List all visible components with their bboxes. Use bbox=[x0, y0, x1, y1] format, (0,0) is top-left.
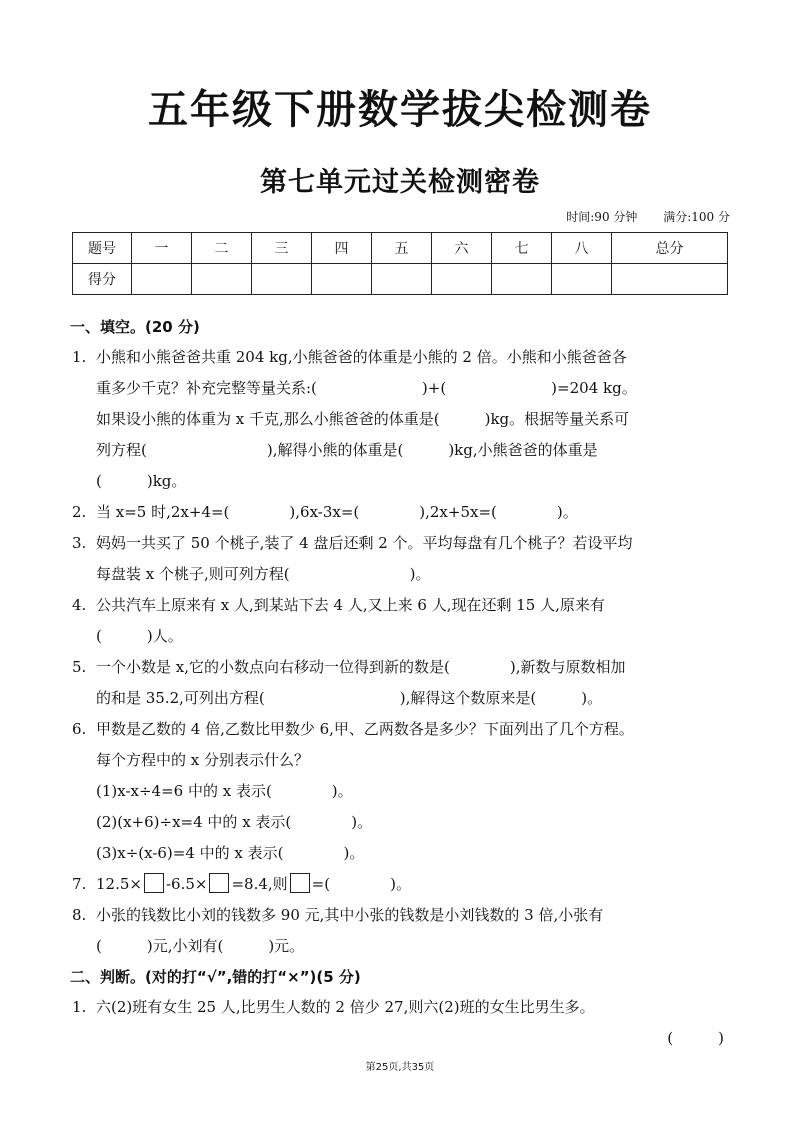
question-1-5 bbox=[72, 652, 732, 714]
question-1-1 bbox=[72, 342, 732, 497]
question-line[interactable]: 每盘装 x 个桃子,则可列方程( )。 bbox=[96, 565, 431, 583]
question-number: 7. bbox=[72, 875, 87, 893]
score-input-cell[interactable] bbox=[432, 264, 492, 295]
score-input-cell[interactable] bbox=[192, 264, 252, 295]
score-table-cell: 总分 bbox=[612, 233, 728, 264]
score-input-cell[interactable] bbox=[312, 264, 372, 295]
question-1-4 bbox=[72, 590, 732, 652]
score-table bbox=[72, 232, 728, 295]
question-line[interactable]: 重多少千克？补充完整等量关系:( )+( )=204 kg。 bbox=[96, 379, 637, 397]
question-line[interactable]: ( )元,小刘有( )元。 bbox=[96, 937, 305, 955]
score-input-cell[interactable] bbox=[372, 264, 432, 295]
sub-question-line[interactable]: (3)x÷(x-6)=4 中的 x 表示( )。 bbox=[96, 844, 365, 862]
sub-question-line[interactable]: (2)(x+6)÷x=4 中的 x 表示( )。 bbox=[96, 813, 373, 831]
question-line[interactable]: ( )kg。 bbox=[96, 472, 187, 490]
equation-part: -6.5× bbox=[165, 875, 208, 893]
question-line[interactable]: 列方程( ),解得小熊的体重是( )kg,小熊爸爸的体重是 bbox=[96, 441, 598, 459]
question-number: 2. bbox=[72, 503, 87, 521]
section-judge-title: 二、判断。(对的打“√”,错的打“×”)(5 分) bbox=[70, 968, 361, 986]
answer-blank[interactable]: ( ) bbox=[667, 1029, 724, 1047]
score-table-cell: 七 bbox=[492, 233, 552, 264]
blank-box[interactable] bbox=[144, 873, 164, 893]
score-table-cell: 题号 bbox=[73, 233, 132, 264]
question-line[interactable]: ( )人。 bbox=[96, 627, 183, 645]
time-limit: 时间:90 分钟 bbox=[566, 210, 638, 224]
question-1-8 bbox=[72, 900, 732, 962]
question-line[interactable]: 如果设小熊的体重为 x 千克,那么小熊爸爸的体重是( )kg。根据等量关系可 bbox=[96, 410, 630, 428]
question-1-7 bbox=[72, 869, 732, 900]
question-line: 公共汽车上原来有 x 人,到某站下去 4 人,又上来 6 人,现在还剩 15 人,原来有 bbox=[96, 596, 605, 614]
question-number: 4. bbox=[72, 596, 87, 614]
equation-part[interactable]: =( )。 bbox=[311, 875, 411, 893]
question-line[interactable]: 当 x=5 时,2x+4=( ),6x-3x=( ),2x+5x=( )。 bbox=[96, 503, 578, 521]
question-number: 6. bbox=[72, 720, 87, 738]
full-score: 满分:100 分 bbox=[663, 210, 730, 224]
score-input-cell[interactable] bbox=[552, 264, 612, 295]
score-input-cell[interactable] bbox=[252, 264, 312, 295]
score-input-cell[interactable] bbox=[132, 264, 192, 295]
question-line[interactable]: 的和是 35.2,可列出方程( ),解得这个数原来是( )。 bbox=[96, 689, 603, 707]
question-2-1 bbox=[72, 992, 732, 1054]
unit-subtitle: 第七单元过关检测密卷 bbox=[260, 167, 540, 198]
score-table-cell: 三 bbox=[252, 233, 312, 264]
question-number: 3. bbox=[72, 534, 87, 552]
score-table-cell: 五 bbox=[372, 233, 432, 264]
blank-box[interactable] bbox=[209, 873, 229, 893]
question-line: 小张的钱数比小刘的钱数多 90 元,其中小张的钱数是小刘钱数的 3 倍,小张有 bbox=[96, 906, 604, 924]
exam-meta bbox=[544, 208, 730, 225]
question-1-3 bbox=[72, 528, 732, 590]
question-line: 六(2)班有女生 25 人,比男生人数的 2 倍少 27,则六(2)班的女生比男生多。 bbox=[96, 998, 595, 1016]
question-line: 甲数是乙数的 4 倍,乙数比甲数少 6,甲、乙两数各是多少？下面列出了几个方程。 bbox=[96, 720, 634, 738]
score-table-header-row bbox=[73, 233, 728, 264]
question-number: 1. bbox=[72, 348, 87, 366]
blank-box[interactable] bbox=[290, 873, 310, 893]
score-table-cell: 八 bbox=[552, 233, 612, 264]
question-line: 妈妈一共买了 50 个桃子,装了 4 盘后还剩 2 个。平均每盘有几个桃子？若设平均 bbox=[96, 534, 633, 552]
section-fill-blank-title: 一、填空。(20 分) bbox=[70, 318, 200, 336]
score-table-cell: 四 bbox=[312, 233, 372, 264]
score-table-score-row bbox=[73, 264, 728, 295]
question-line: 小熊和小熊爸爸共重 204 kg,小熊爸爸的体重是小熊的 2 倍。小熊和小熊爸爸各 bbox=[96, 348, 627, 366]
question-number: 5. bbox=[72, 658, 87, 676]
sub-question-line[interactable]: (1)x-x÷4=6 中的 x 表示( )。 bbox=[96, 782, 353, 800]
question-line: 每个方程中的 x 分别表示什么？ bbox=[96, 751, 309, 769]
question-line[interactable]: 一个小数是 x,它的小数点向右移动一位得到新的数是( ),新数与原数相加 bbox=[96, 658, 626, 676]
exam-title: 五年级下册数学拔尖检测卷 bbox=[148, 87, 652, 133]
score-input-cell[interactable] bbox=[612, 264, 728, 295]
question-1-2 bbox=[72, 497, 732, 528]
score-row-label: 得分 bbox=[73, 264, 132, 295]
question-1-6 bbox=[72, 714, 732, 869]
question-number: 8. bbox=[72, 906, 87, 924]
score-input-cell[interactable] bbox=[492, 264, 552, 295]
question-number: 1. bbox=[72, 998, 87, 1016]
score-table-cell: 一 bbox=[132, 233, 192, 264]
page-number: 第25页,共35页 bbox=[365, 1062, 435, 1073]
question-line bbox=[96, 869, 732, 900]
equation-part: 12.5× bbox=[96, 875, 142, 893]
score-table-cell: 二 bbox=[192, 233, 252, 264]
score-table-cell: 六 bbox=[432, 233, 492, 264]
exam-content bbox=[72, 312, 732, 1054]
equation-part: =8.4,则 bbox=[231, 875, 288, 893]
